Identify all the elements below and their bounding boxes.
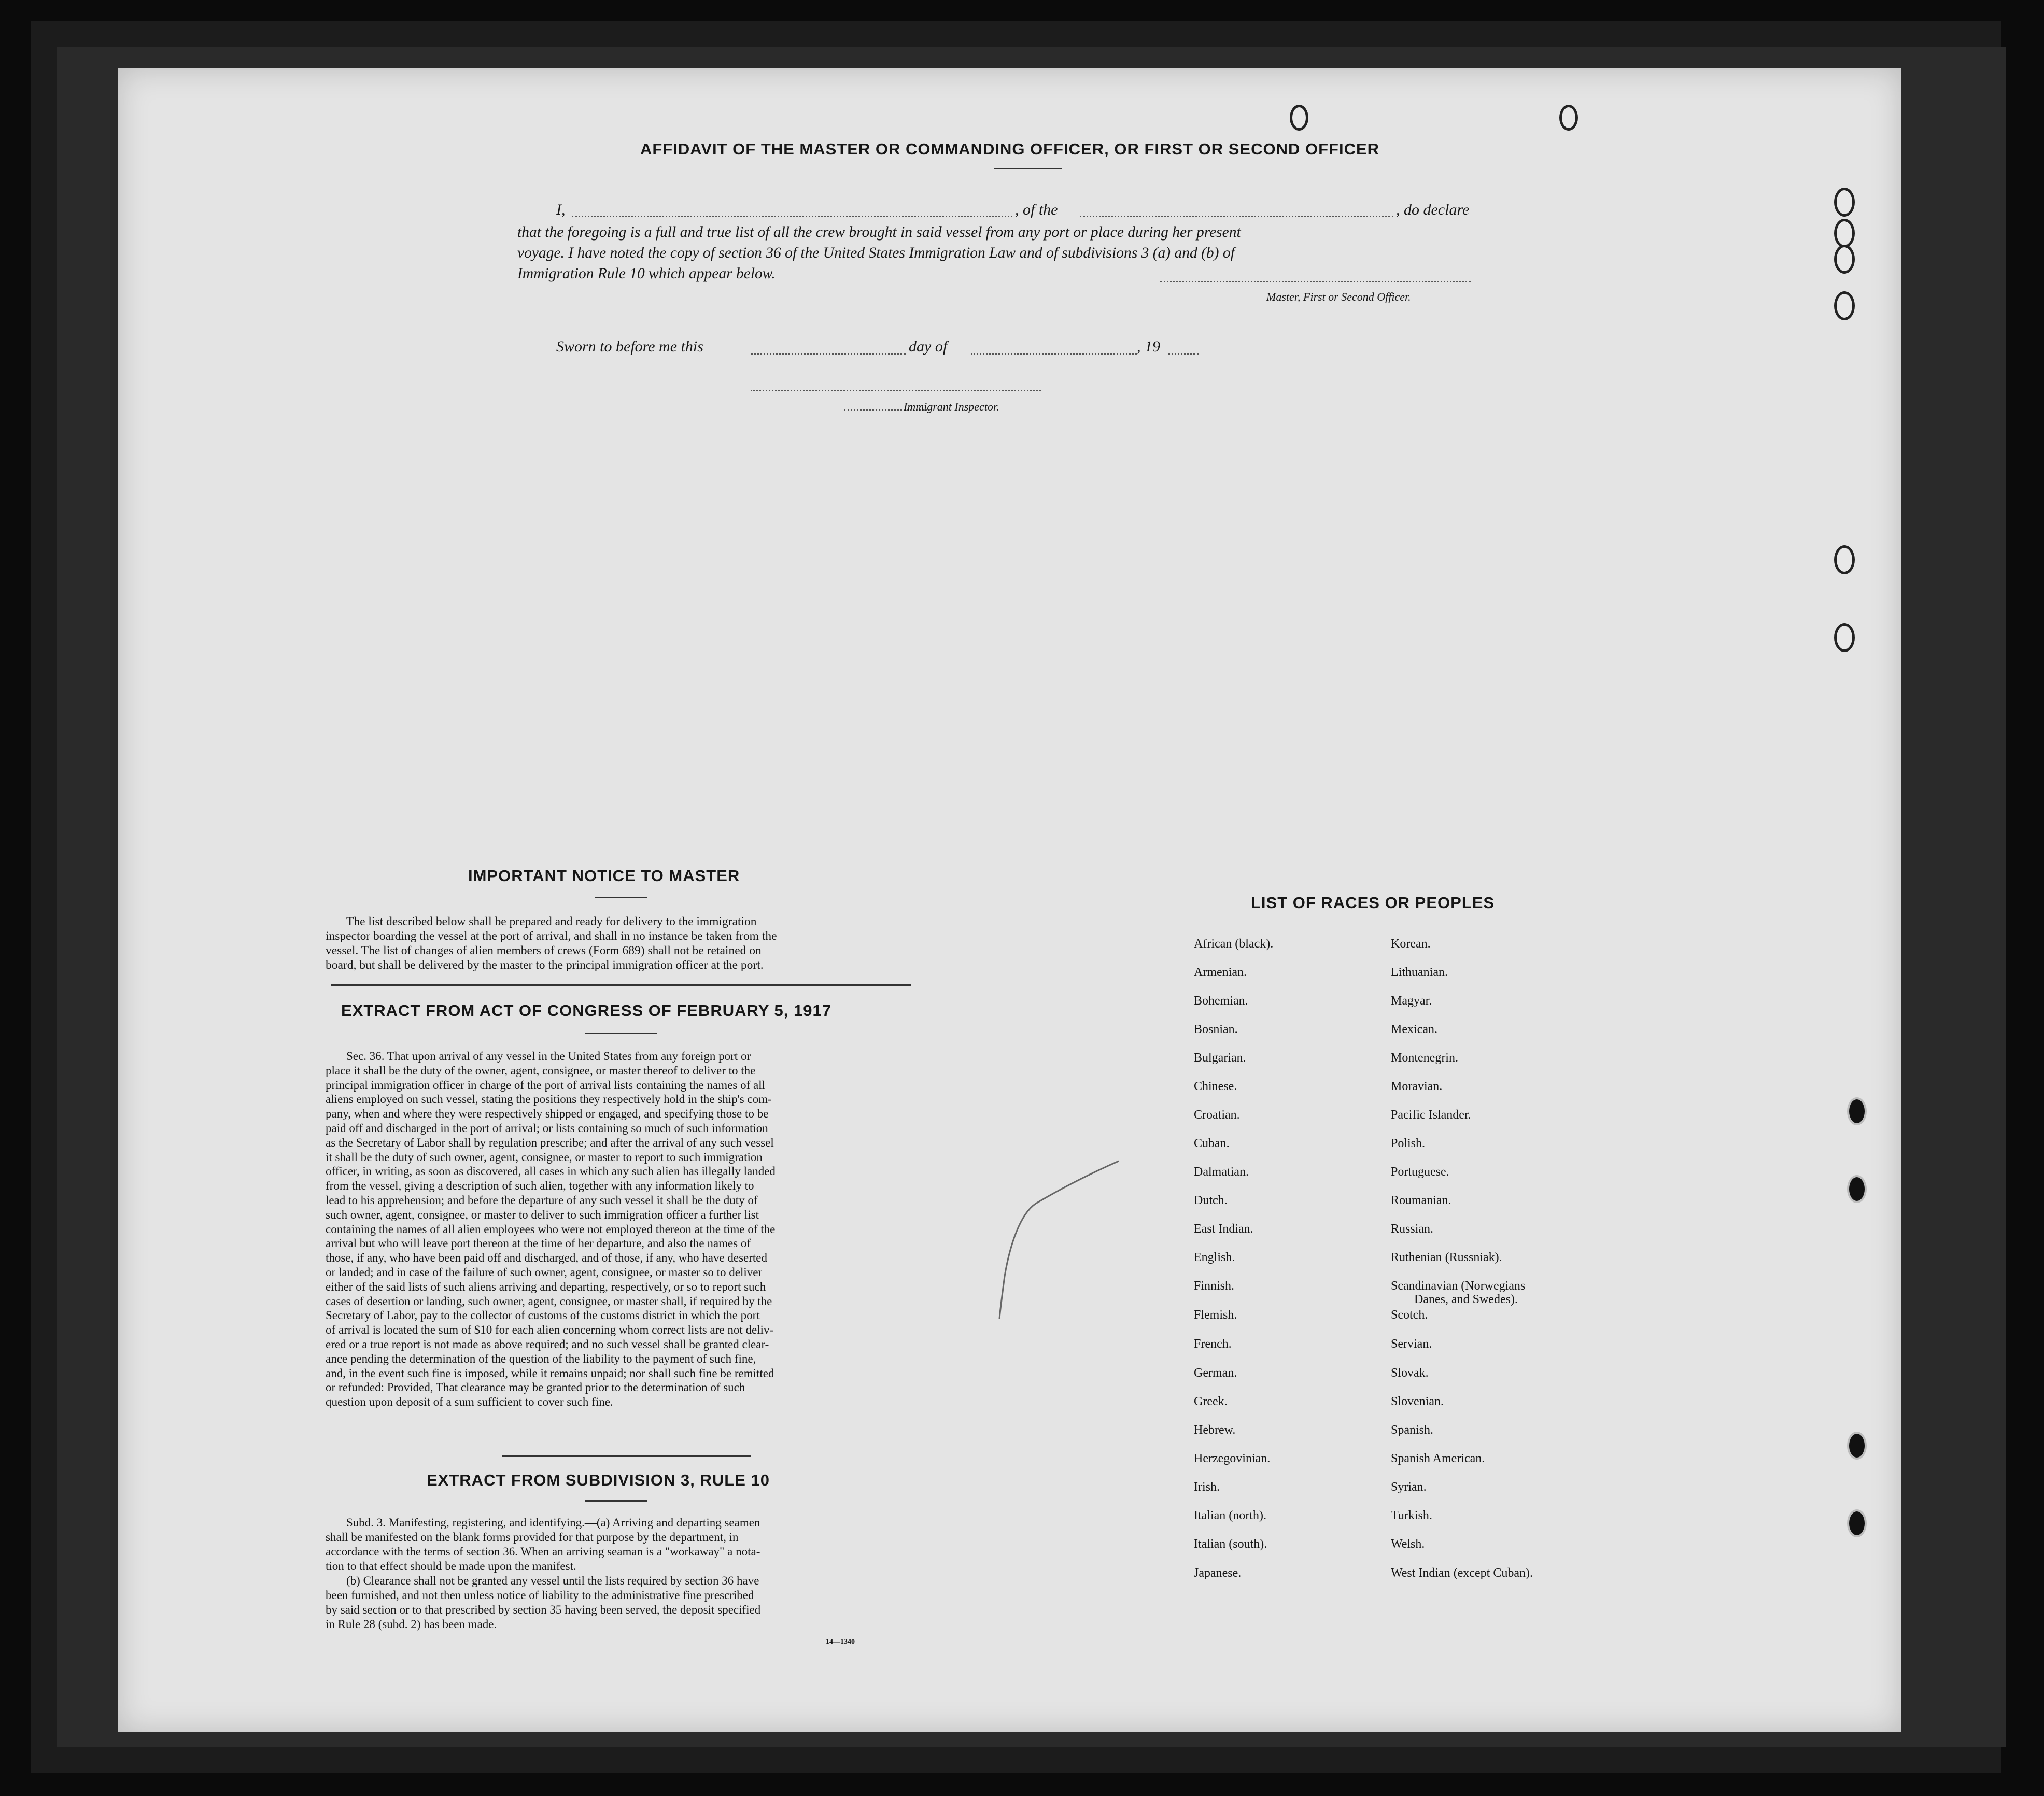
binding-hole bbox=[1847, 1509, 1867, 1537]
race-item: Finnish. bbox=[1194, 1279, 1235, 1293]
act-line: principal immigration officer in charge of the port of arrival lists containing the names of all bbox=[326, 1078, 765, 1092]
rule-underline bbox=[585, 1500, 647, 1502]
binding-hole bbox=[1834, 545, 1855, 574]
race-item: Servian. bbox=[1391, 1337, 1432, 1351]
act-line: ered or a true report is not made as above required; and no such vessel shall be granted clear- bbox=[326, 1337, 769, 1351]
race-item: Scotch. bbox=[1391, 1308, 1428, 1322]
race-item: Mexican. bbox=[1391, 1023, 1437, 1036]
binding-hole bbox=[1847, 1432, 1867, 1460]
act-line: arrival but who will leave port thereon at the time of her departure, and also the names of bbox=[326, 1237, 751, 1250]
race-item: Spanish. bbox=[1391, 1423, 1434, 1437]
act-line: those, if any, who have been paid off and discharged, and of those, if any, who have deserted bbox=[326, 1251, 768, 1265]
race-item: Magyar. bbox=[1391, 994, 1432, 1008]
notice-line: inspector boarding the vessel at the port of arrival, and shall in no instance be taken from the bbox=[326, 929, 777, 943]
race-item: Irish. bbox=[1194, 1480, 1220, 1494]
form-number: 14—1340 bbox=[826, 1638, 855, 1646]
binding-hole bbox=[1559, 105, 1578, 131]
rule-line: Subd. 3. Manifesting, registering, and identifying.—(a) Arriving and departing seamen bbox=[346, 1516, 760, 1529]
rule-line: in Rule 28 (subd. 2) has been made. bbox=[326, 1618, 497, 1631]
act-line: from the vessel, giving a description of such alien, together with any information likely to bbox=[326, 1179, 754, 1193]
race-item: Croatian. bbox=[1194, 1108, 1240, 1122]
race-item: Slovenian. bbox=[1391, 1395, 1444, 1408]
binding-hole bbox=[1834, 219, 1855, 248]
signature-blank bbox=[1160, 281, 1471, 282]
race-item: Dalmatian. bbox=[1194, 1165, 1249, 1179]
affidavit-line-3: voyage. I have noted the copy of section 36 of the United States Immigration Law and of subdivisions 3 (a) and (b) of bbox=[517, 245, 1235, 261]
rule-line: been furnished, and not then unless notice of liability to the administrative fine prescribed bbox=[326, 1589, 754, 1602]
title-underline bbox=[994, 168, 1062, 169]
act-line: Sec. 36. That upon arrival of any vessel in the United States from any foreign port or bbox=[346, 1050, 751, 1063]
race-item: Herzegovinian. bbox=[1194, 1452, 1271, 1465]
affidavit-of-the: , of the bbox=[1015, 201, 1058, 218]
act-line: or refunded: Provided, That clearance may be granted prior to the determination of such bbox=[326, 1381, 745, 1394]
notice-paragraph bbox=[326, 914, 922, 972]
race-item: Japanese. bbox=[1194, 1566, 1242, 1580]
rule-line: tion to that effect should be made upon the manifest. bbox=[326, 1560, 576, 1573]
act-line: officer, in writing, as soon as discovered, all cases in which any such alien has illegally landed bbox=[326, 1165, 776, 1178]
binding-hole bbox=[1847, 1175, 1867, 1203]
rule-line: accordance with the terms of section 36. When an arriving seaman is a "workaway" a nota- bbox=[326, 1545, 760, 1558]
race-item: Montenegrin. bbox=[1391, 1051, 1458, 1065]
race-item: Welsh. bbox=[1391, 1537, 1425, 1551]
race-item: Polish. bbox=[1391, 1137, 1426, 1150]
race-item: Portuguese. bbox=[1391, 1165, 1449, 1179]
act-underline bbox=[585, 1033, 657, 1034]
act-line: aliens employed on such vessel, stating the positions they respectively hold in the ship's com- bbox=[326, 1093, 772, 1106]
officer-name-blank bbox=[572, 216, 1012, 217]
year-text: , 19 bbox=[1137, 338, 1160, 355]
race-item: Pacific Islander. bbox=[1391, 1108, 1471, 1122]
race-item: German. bbox=[1194, 1366, 1237, 1380]
race-item: West Indian (except Cuban). bbox=[1391, 1566, 1533, 1580]
act-line: such owner, agent, consignee, or master to deliver to such immigration officer a further list bbox=[326, 1208, 759, 1221]
race-item: Ruthenian (Russniak). bbox=[1391, 1251, 1502, 1264]
race-item: Scandinavian (Norwegians bbox=[1391, 1279, 1526, 1293]
sworn-day-blank bbox=[751, 353, 906, 355]
race-item: Italian (south). bbox=[1194, 1537, 1267, 1551]
year-blank bbox=[1168, 353, 1199, 355]
manifest-back-page bbox=[118, 68, 1901, 1732]
race-item: French. bbox=[1194, 1337, 1232, 1351]
race-item: Spanish American. bbox=[1391, 1452, 1485, 1465]
vessel-name-blank bbox=[1080, 216, 1393, 217]
notice-line: vessel. The list of changes of alien members of crews (Form 689) shall not be retained on bbox=[326, 944, 762, 957]
act-line: place it shall be the duty of the owner, agent, consignee, or master thereof to deliver to the bbox=[326, 1064, 756, 1077]
race-item: Bosnian. bbox=[1194, 1023, 1238, 1036]
act-line: lead to his apprehension; and before the departure of any such vessel it shall be the duty of bbox=[326, 1193, 758, 1207]
race-item: Danes, and Swedes). bbox=[1414, 1293, 1518, 1306]
binding-hole bbox=[1834, 291, 1855, 320]
race-item: Bulgarian. bbox=[1194, 1051, 1246, 1065]
inspector-label: Immigrant Inspector. bbox=[904, 400, 999, 413]
race-item: Greek. bbox=[1194, 1395, 1228, 1408]
race-item: Flemish. bbox=[1194, 1308, 1237, 1322]
binding-hole bbox=[1834, 623, 1855, 652]
race-item: Slovak. bbox=[1391, 1366, 1429, 1380]
act-line: ance pending the determination of the question of the liability to the payment of such fine, bbox=[326, 1352, 756, 1365]
race-item: Armenian. bbox=[1194, 966, 1247, 979]
race-item: Russian. bbox=[1391, 1222, 1434, 1236]
race-item: Lithuanian. bbox=[1391, 966, 1448, 979]
race-item: Korean. bbox=[1391, 937, 1431, 951]
act-line: Secretary of Labor, pay to the collector of customs of the customs district in which the port bbox=[326, 1309, 760, 1322]
rule-line: shall be manifested on the blank forms provided for that purpose by the department, in bbox=[326, 1531, 739, 1544]
race-item: Turkish. bbox=[1391, 1509, 1432, 1522]
race-item: East Indian. bbox=[1194, 1222, 1253, 1236]
race-item: Italian (north). bbox=[1194, 1509, 1266, 1522]
notice-line: board, but shall be delivered by the master to the principal immigration officer at the port. bbox=[326, 958, 764, 972]
binding-hole bbox=[1834, 245, 1855, 274]
rule-title: EXTRACT FROM SUBDIVISION 3, RULE 10 bbox=[427, 1471, 770, 1489]
race-item: Moravian. bbox=[1391, 1080, 1443, 1093]
sworn-text: Sworn to before me this bbox=[556, 338, 703, 355]
act-line: cases of desertion or landing, such owner, agent, consignee, or master shall, if required by the bbox=[326, 1294, 772, 1308]
affidavit-line-i: I, bbox=[556, 201, 566, 218]
notice-underline bbox=[595, 897, 647, 898]
rule-line: (b) Clearance shall not be granted any vessel until the lists required by section 36 have bbox=[346, 1574, 759, 1587]
sworn-month-blank bbox=[971, 353, 1137, 355]
act-title: EXTRACT FROM ACT OF CONGRESS OF FEBRUARY 5, 1917 bbox=[341, 1001, 831, 1020]
inspector-signature-blank bbox=[751, 390, 1041, 391]
binding-hole bbox=[1834, 188, 1855, 217]
notice-line: The list described below shall be prepared and ready for delivery to the immigration bbox=[346, 915, 757, 928]
act-line: paid off and discharged in the port of arrival; or lists containing so much of such information bbox=[326, 1121, 768, 1135]
signature-label: Master, First or Second Officer. bbox=[1266, 290, 1411, 303]
affidavit-declare: , do declare bbox=[1396, 201, 1470, 218]
race-item: Cuban. bbox=[1194, 1137, 1230, 1150]
binding-hole bbox=[1847, 1097, 1867, 1125]
act-line: question upon deposit of a sum sufficient to cover such fine. bbox=[326, 1395, 613, 1409]
race-item: Bohemian. bbox=[1194, 994, 1248, 1008]
pen-mark bbox=[989, 1157, 1124, 1323]
race-item: Hebrew. bbox=[1194, 1423, 1236, 1437]
races-title: LIST OF RACES OR PEOPLES bbox=[1251, 894, 1495, 912]
act-line: containing the names of all alien employees who were not employed thereon at the time of the bbox=[326, 1222, 776, 1236]
act-line: it shall be the duty of such owner, agent, consignee, or master to report to such immigration bbox=[326, 1150, 763, 1164]
act-line: as the Secretary of Labor shall by regulation prescribe; and after the arrival of any such vessel bbox=[326, 1136, 774, 1149]
day-of-text: day of bbox=[909, 338, 948, 355]
race-item: Chinese. bbox=[1194, 1080, 1237, 1093]
act-line: either of the said lists of such aliens arriving and departing, respectively, or so to report such bbox=[326, 1280, 766, 1293]
act-line: or landed; and in case of the failure of such owner, agent, consignee, or master so to deliver bbox=[326, 1265, 763, 1279]
race-item: Syrian. bbox=[1391, 1480, 1427, 1494]
race-item: Dutch. bbox=[1194, 1194, 1228, 1207]
race-item: English. bbox=[1194, 1251, 1235, 1264]
notice-divider bbox=[331, 984, 911, 986]
race-item: African (black). bbox=[1194, 937, 1274, 951]
rule-paragraph bbox=[326, 1516, 922, 1632]
affidavit-title: AFFIDAVIT OF THE MASTER OR COMMANDING OFFICER, OR FIRST OR SECOND OFFICER bbox=[640, 140, 1380, 158]
act-divider bbox=[502, 1455, 751, 1457]
race-item: Roumanian. bbox=[1391, 1194, 1451, 1207]
affidavit-line-4: Immigration Rule 10 which appear below. bbox=[517, 265, 776, 282]
affidavit-line-2: that the foregoing is a full and true list of all the crew brought in said vessel from any port or place during her present bbox=[517, 224, 1241, 241]
binding-hole bbox=[1290, 105, 1308, 131]
act-paragraph bbox=[326, 1049, 922, 1409]
act-line: and, in the event such fine is imposed, while it remains unpaid; nor shall such fine be remitted bbox=[326, 1366, 774, 1380]
act-line: of arrival is located the sum of $10 for each alien concerning whom correct lists are not deliv- bbox=[326, 1323, 774, 1337]
rule-line: by said section or to that prescribed by section 35 having been served, the deposit specified bbox=[326, 1603, 761, 1616]
act-line: pany, when and where they were respectively shipped or engaged, and specifying those to be bbox=[326, 1107, 769, 1121]
notice-title: IMPORTANT NOTICE TO MASTER bbox=[468, 867, 740, 885]
